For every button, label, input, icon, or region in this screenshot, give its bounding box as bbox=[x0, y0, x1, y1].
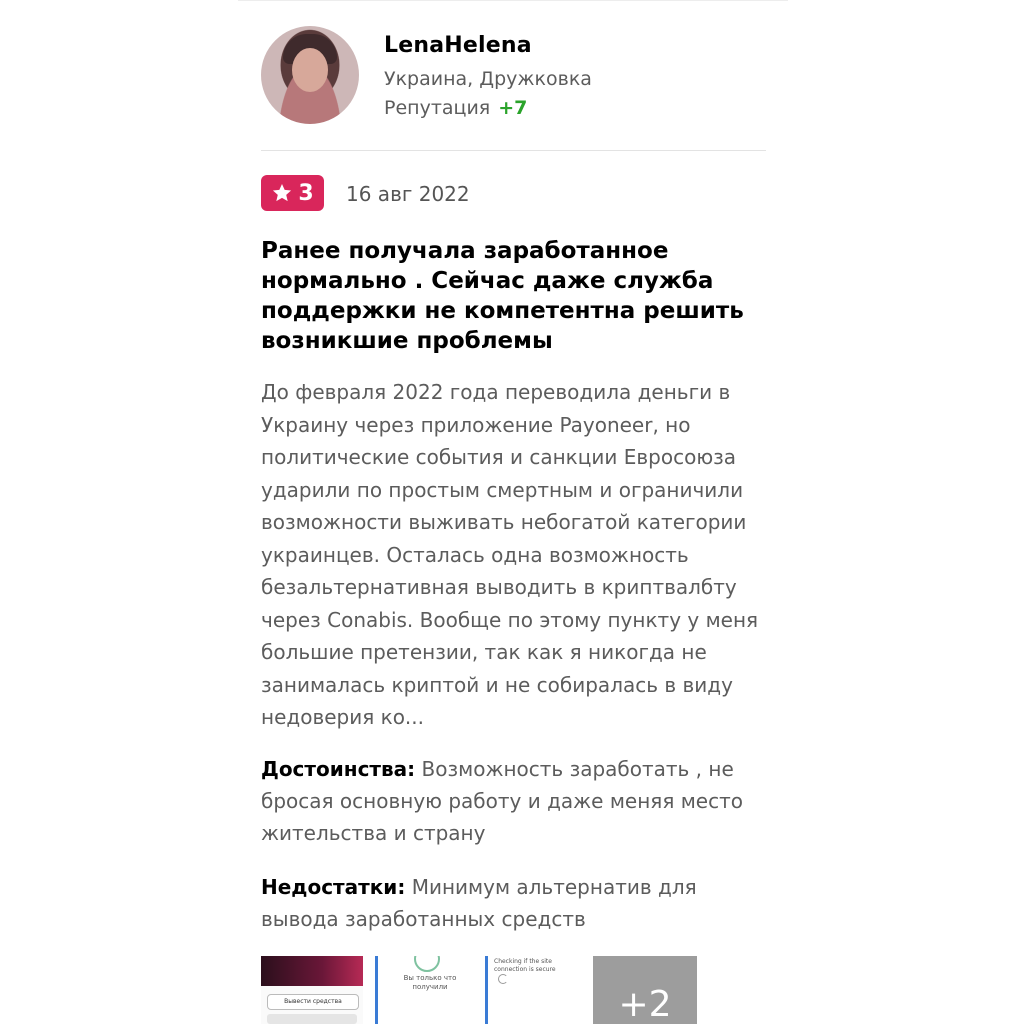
check-circle-icon bbox=[414, 956, 440, 972]
review-pros bbox=[261, 753, 766, 849]
pros-text: Возможность заработать , не бросая основную работу и даже меняя место жительства и страну bbox=[261, 757, 743, 845]
reputation-label: Репутация bbox=[384, 97, 491, 119]
photo-thumbnail[interactable] bbox=[261, 956, 363, 1024]
author-location: Украина, Дружковка bbox=[384, 68, 592, 90]
rating-value: 3 bbox=[298, 180, 314, 206]
thumbnail-text: Checking if the site connection is secure bbox=[494, 958, 556, 973]
review-cons bbox=[261, 871, 766, 935]
rating-badge bbox=[261, 175, 324, 211]
thumbnail-header-band bbox=[261, 956, 363, 986]
cons-text: Минимум альтернатив для вывода заработанных средств bbox=[261, 875, 697, 931]
thumbnail-button-text: Вывести средства bbox=[267, 994, 359, 1010]
photo-thumbnail[interactable] bbox=[485, 956, 588, 1024]
photo-thumbnail[interactable] bbox=[375, 956, 478, 1024]
cons-label: Недостатки: bbox=[261, 875, 406, 899]
author-header bbox=[261, 26, 766, 126]
thumbnail-line bbox=[267, 1014, 357, 1024]
header-divider bbox=[261, 150, 766, 151]
page-top-edge bbox=[238, 0, 788, 5]
author-reputation bbox=[384, 97, 527, 119]
photo-thumbnails bbox=[261, 956, 766, 1024]
photo-thumbnail-more[interactable] bbox=[593, 956, 697, 1024]
author-name[interactable]: LenaHelena bbox=[384, 33, 532, 58]
pros-label: Достоинства: bbox=[261, 757, 416, 781]
spinner-icon bbox=[498, 974, 508, 984]
avatar[interactable] bbox=[261, 26, 359, 124]
thumbnail-text: Вы только что получили bbox=[403, 974, 457, 991]
review-title[interactable]: Ранее получала заработанное нормально . Сейчас даже служба поддержки не компетентна решить возникшие проблемы bbox=[261, 238, 744, 354]
star-icon bbox=[271, 182, 293, 204]
more-photos-count: +2 bbox=[618, 984, 672, 1024]
review-text[interactable]: До февраля 2022 года переводила деньги в Украину через приложение Payoneer, но политические события и санкции Евросоюза ударили по простым смертным и ограничили возможности выживать небогатой категории украинцев. Осталась одна возможность безальтернативная выводить в криптвалбту через Conabis. Вообще по этому пункту у меня большие претензии, так как я никогда не занималась криптой и не собиралась в виду недоверия ко... bbox=[261, 380, 759, 729]
avatar-face bbox=[292, 48, 328, 92]
reputation-value: +7 bbox=[498, 97, 528, 119]
review-date: 16 авг 2022 bbox=[346, 182, 470, 206]
